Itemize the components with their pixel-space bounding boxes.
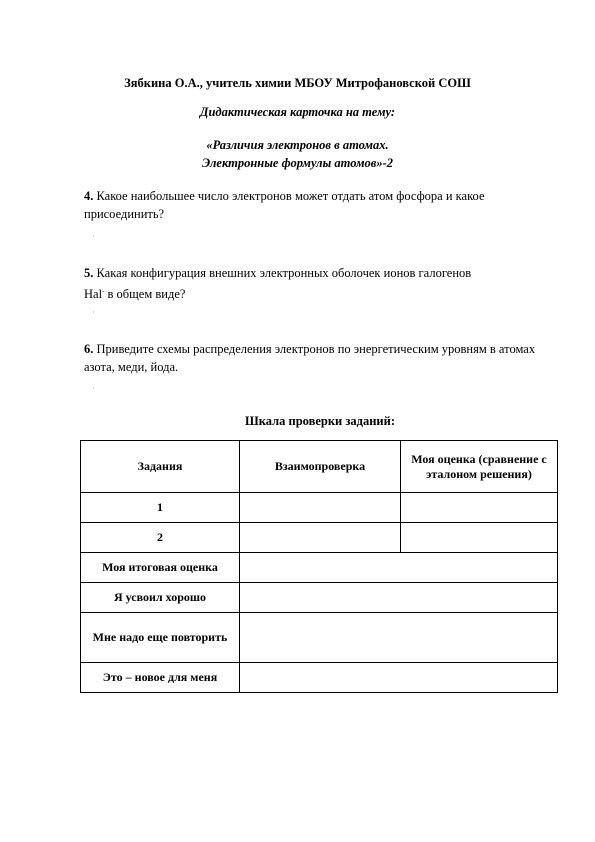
scale-title: Шкала проверки заданий:	[245, 414, 395, 428]
grading-table	[80, 440, 558, 693]
topic-line-2: Электронные формулы атомов»-2	[201, 156, 394, 170]
summary-label: Мне надо еще повторить	[81, 613, 240, 663]
question-5	[84, 264, 554, 303]
header-peer-check: Взаимопроверка	[240, 441, 401, 493]
self-grade-cell[interactable]	[401, 523, 558, 553]
summary-cell[interactable]	[240, 553, 558, 583]
table-row	[81, 493, 558, 523]
summary-cell[interactable]	[240, 583, 558, 613]
summary-cell[interactable]	[240, 613, 558, 663]
question-text-cont: в общем виде?	[104, 287, 186, 302]
question-6	[84, 340, 554, 376]
table-row	[81, 583, 558, 613]
question-number: 6.	[84, 342, 94, 356]
summary-label: Это – новое для меня	[81, 663, 240, 693]
table-row	[81, 613, 558, 663]
summary-label: Моя итоговая оценка	[81, 553, 240, 583]
answer-mark: ·	[92, 308, 95, 317]
answer-mark: ·	[92, 384, 95, 393]
question-number: 4.	[84, 189, 94, 203]
summary-label: Я усвоил хорошо	[81, 583, 240, 613]
ion-charge: -	[102, 287, 105, 295]
table-row	[81, 523, 558, 553]
question-text: Какая конфигурация внешних электронных оболочек ионов галогенов	[93, 266, 472, 280]
question-text: Приведите схемы распределения электронов по энергетическим уровням в атомах азота, меди, йода.	[84, 342, 536, 374]
header-self-grade: Моя оценка (сравнение с эталоном решения)	[401, 441, 558, 493]
table-row	[81, 663, 558, 693]
ion-symbol: Hal	[84, 287, 103, 302]
summary-cell[interactable]	[240, 663, 558, 693]
answer-mark: ·	[92, 232, 95, 241]
author-line: Зябкина О.А., учитель химии МБОУ Митрофановской СОШ	[124, 76, 471, 90]
header-tasks: Задания	[81, 441, 240, 493]
table-row	[81, 553, 558, 583]
task-number: 2	[81, 523, 240, 553]
question-number: 5.	[84, 266, 94, 280]
question-4	[84, 187, 554, 223]
question-text: Какое наибольшее число электронов может отдать атом фосфора и какое присоединить?	[84, 189, 485, 221]
peer-check-cell[interactable]	[240, 493, 401, 523]
task-number: 1	[81, 493, 240, 523]
card-type: Дидактическая карточка на тему:	[199, 105, 396, 119]
self-grade-cell[interactable]	[401, 493, 558, 523]
table-header-row	[81, 441, 558, 493]
peer-check-cell[interactable]	[240, 523, 401, 553]
topic-line-1: «Различия электронов в атомах.	[206, 138, 389, 152]
